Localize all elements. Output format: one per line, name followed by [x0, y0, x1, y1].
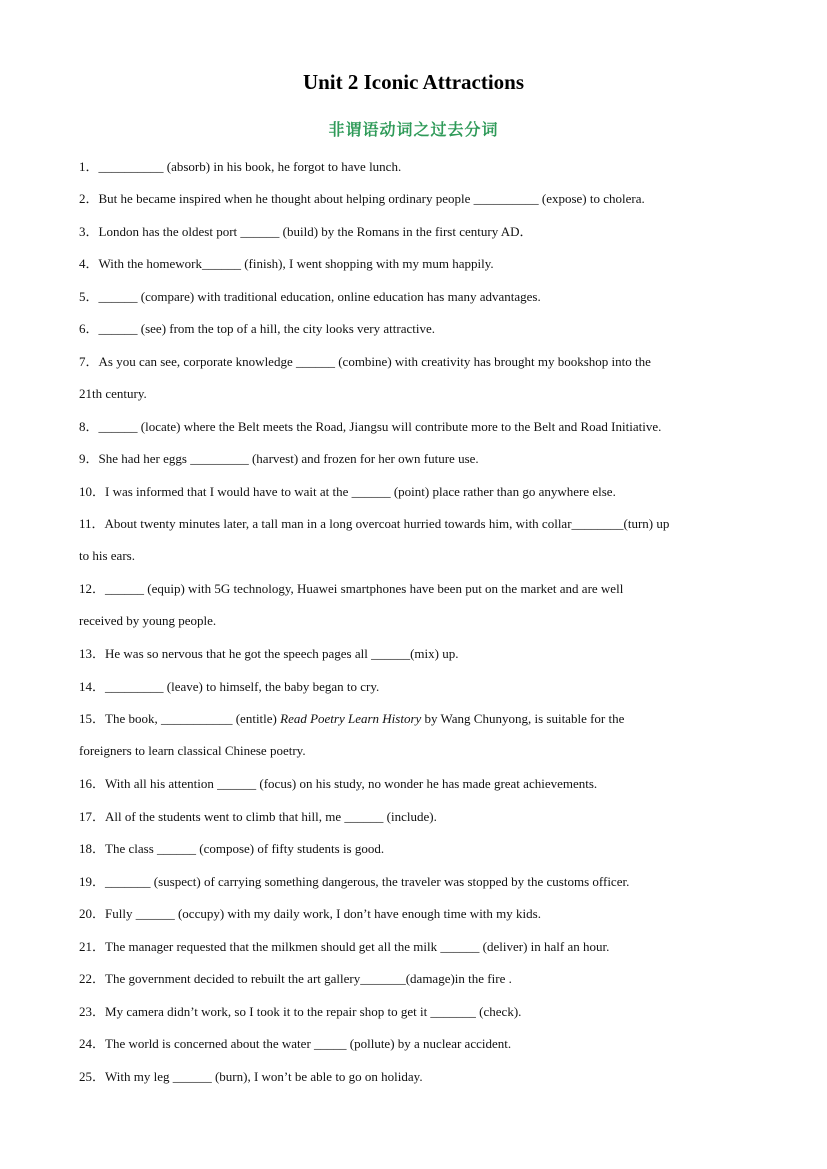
question-number: 14．	[79, 679, 106, 694]
question-text: With my leg ______ (burn), I won’t be able to go on holiday.	[105, 1069, 423, 1084]
question-text: __________ (absorb) in his book, he forgot to have lunch.	[98, 159, 402, 174]
question-text: The government decided to rebuilt the art gallery_______(damage)in the fire .	[105, 971, 512, 986]
question-number: 12．	[79, 581, 106, 596]
question-text-after: by Wang Chunyong, is suitable for the	[421, 711, 625, 726]
question-number: 18．	[79, 841, 106, 856]
question-text: With all his attention ______ (focus) on his study, no wonder he has made great achievements.	[105, 776, 598, 791]
question-continuation: to his ears.	[79, 548, 135, 563]
question-item	[79, 354, 751, 370]
question-text: ______ (locate) where the Belt meets the Road, Jiangsu will contribute more to the Belt and Road Initiative.	[98, 419, 662, 434]
question-item	[79, 906, 751, 922]
question-number: 24．	[79, 1036, 106, 1051]
question-text: About twenty minutes later, a tall man in a long overcoat hurried towards him, with collar________(turn) up	[104, 516, 670, 531]
question-item	[79, 484, 751, 500]
question-number: 5．	[79, 289, 99, 304]
question-item	[79, 191, 751, 207]
question-item	[79, 646, 751, 662]
question-continuation: received by young people.	[79, 613, 217, 628]
question-item	[79, 581, 751, 597]
question-text: _________ (leave) to himself, the baby began to cry.	[105, 679, 380, 694]
question-number: 16．	[79, 776, 106, 791]
page-subtitle: 非谓语动词之过去分词	[328, 120, 499, 139]
question-text: All of the students went to climb that hill, me ______ (include).	[105, 809, 437, 824]
question-text: ______ (compare) with traditional education, online education has many advantages.	[98, 289, 541, 304]
question-number: 7．	[79, 354, 99, 369]
book-title-italic: Read Poetry Learn History	[280, 711, 422, 726]
question-item	[79, 711, 751, 727]
question-item	[79, 256, 751, 272]
question-item	[79, 289, 751, 305]
question-number: 6．	[79, 321, 99, 336]
question-item	[79, 1036, 751, 1052]
question-item	[79, 224, 751, 240]
question-number: 10．	[79, 484, 106, 499]
question-number: 9．	[79, 451, 99, 466]
question-number: 19．	[79, 874, 106, 889]
question-item	[79, 776, 751, 792]
question-text: Fully ______ (occupy) with my daily work, I don’t have enough time with my kids.	[105, 906, 541, 921]
question-number: 2．	[79, 191, 99, 206]
question-text: The class ______ (compose) of fifty students is good.	[105, 841, 385, 856]
question-item	[79, 874, 751, 890]
question-number: 8．	[79, 419, 99, 434]
question-item	[79, 809, 751, 825]
question-number: 25．	[79, 1069, 106, 1084]
question-number: 13．	[79, 646, 106, 661]
question-number: 4．	[79, 256, 99, 271]
question-number: 11．	[79, 516, 105, 531]
question-text: The manager requested that the milkmen should get all the milk ______ (deliver) in half an hour.	[105, 939, 610, 954]
question-number: 15．	[79, 711, 106, 726]
question-item	[79, 321, 751, 337]
question-item	[79, 679, 751, 695]
question-text: I was informed that I would have to wait at the ______ (point) place rather than go anywhere else.	[105, 484, 616, 499]
question-number: 22．	[79, 971, 106, 986]
question-text: He was so nervous that he got the speech pages all ______(mix) up.	[105, 646, 459, 661]
question-text: ______ (equip) with 5G technology, Huawei smartphones have been put on the market and are well	[105, 581, 624, 596]
question-item	[79, 841, 751, 857]
question-item	[79, 159, 751, 175]
question-text: _______ (suspect) of carrying something dangerous, the traveler was stopped by the customs officer.	[105, 874, 630, 889]
question-text: With the homework______ (finish), I went shopping with my mum happily.	[98, 256, 494, 271]
question-text: The book, ___________ (entitle)	[105, 711, 281, 726]
question-continuation: 21th century.	[79, 386, 147, 401]
question-item	[79, 419, 751, 435]
question-text: She had her eggs _________ (harvest) and frozen for her own future use.	[98, 451, 479, 466]
question-number: 1．	[79, 159, 99, 174]
question-text: My camera didn’t work, so I took it to the repair shop to get it _______ (check).	[105, 1004, 522, 1019]
question-number: 17．	[79, 809, 106, 824]
question-item	[79, 516, 751, 532]
question-text: ______ (see) from the top of a hill, the city looks very attractive.	[98, 321, 435, 336]
question-item	[79, 1069, 751, 1085]
page-title: Unit 2 Iconic Attractions	[302, 70, 525, 94]
question-number: 20．	[79, 906, 106, 921]
question-text: London has the oldest port ______ (build) by the Romans in the first century AD．	[98, 224, 533, 239]
question-number: 23．	[79, 1004, 106, 1019]
question-item	[79, 939, 751, 955]
question-text: As you can see, corporate knowledge ______ (combine) with creativity has brought my bookshop into the	[98, 354, 651, 369]
question-item	[79, 971, 751, 987]
question-number: 3．	[79, 224, 99, 239]
question-number: 21．	[79, 939, 106, 954]
question-text: The world is concerned about the water _____ (pollute) by a nuclear accident.	[105, 1036, 512, 1051]
question-continuation: foreigners to learn classical Chinese poetry.	[79, 743, 306, 758]
question-text: But he became inspired when he thought about helping ordinary people __________ (expose) to cholera.	[98, 191, 645, 206]
question-item	[79, 1004, 751, 1020]
question-item	[79, 451, 751, 467]
